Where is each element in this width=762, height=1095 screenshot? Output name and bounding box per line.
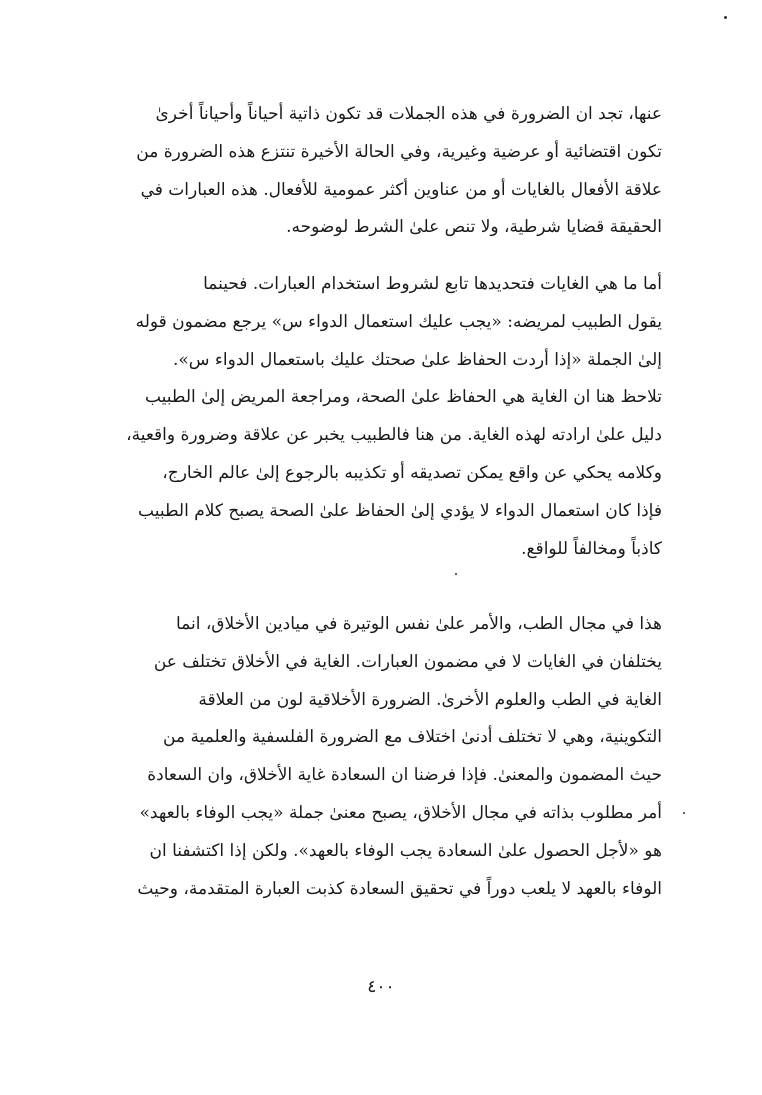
page-number: ٤٠٠: [367, 977, 395, 997]
text-line: أمر مطلوب بذاته في مجال الأخلاق، يصبح معنىٰ جملة «يجب الوفاء بالعهد»: [139, 802, 662, 823]
scan-speck: [455, 573, 457, 575]
paragraph-2: [92, 266, 662, 568]
text-line: تلاحظ هنا ان الغاية هي الحفاظ علىٰ الصحة، ومراجعة المريض إلىٰ الطبيب: [144, 387, 662, 408]
text-line: علاقة الأفعال بالغايات أو من عناوين أكثر عمومية للأفعال. هذه العبارات في: [140, 179, 662, 200]
text-line: الغاية في الطب والعلوم الأخرىٰ. الضرورة الأخلاقية لون من العلاقة: [198, 689, 662, 710]
text-line: حيث المضمون والمعنىٰ. فإذا فرضنا ان السعادة غاية الأخلاق، وان السعادة: [147, 765, 662, 786]
text-line: يقول الطبيب لمريضه: «يجب عليك استعمال الدواء س» يرجع مضمون قوله: [135, 311, 662, 332]
text-line: هو «لأجل الحصول علىٰ السعادة يجب الوفاء بالعهد». ولكن إذا اكتشفنا ان: [149, 840, 662, 861]
text-line: أما ما هي الغايات فتحديدها تابع لشروط استخدام العبارات. فحينما: [203, 274, 662, 294]
paragraph-1: [92, 96, 662, 247]
scan-speck: [683, 812, 685, 814]
scan-speck: [724, 16, 727, 19]
text-line: عنها، تجد ان الضرورة في هذه الجملات قد تكون ذاتية أحياناً وأحياناً أخرىٰ: [155, 104, 662, 124]
text-line: هذا في مجال الطب، والأمر علىٰ نفس الوتيرة في ميادين الأخلاق، انما: [175, 614, 662, 634]
text-line: الحقيقة قضايا شرطية، ولا تنص علىٰ الشرط لوضوحه.: [286, 217, 662, 238]
text-line: الوفاء بالعهد لا يلعب دوراً في تحقيق السعادة كذبت العبارة المتقدمة، وحيث: [137, 878, 662, 899]
paragraph-3: [92, 606, 662, 908]
text-line: فإذا كان استعمال الدواء لا يؤدي إلىٰ الحفاظ علىٰ الصحة يصبح كلام الطبيب: [138, 500, 662, 521]
text-line: كاذباً ومخالفاً للواقع.: [521, 538, 662, 559]
text-line: تكون اقتضائية أو عرضية وغيرية، وفي الحالة الأخيرة تنتزع هذه الضرورة من: [136, 141, 662, 162]
text-line: وكلامه يحكي عن واقع يمكن تصديقه أو تكذيبه بالرجوع إلىٰ عالم الخارج،: [162, 462, 662, 483]
text-line: إلىٰ الجملة «إذا أردت الحفاظ علىٰ صحتك عليك باستعمال الدواء س».: [172, 349, 662, 370]
text-line: التكوينية، وهي لا تختلف أدنىٰ اختلاف مع الضرورة الفلسفية والعلمية من: [163, 727, 662, 748]
text-line: دليل علىٰ ارادته لهذه الغاية. من هنا فالطبيب يخبر عن علاقة وضرورة واقعية،: [126, 425, 662, 446]
text-line: يختلفان في الغايات لا في مضمون العبارات. الغاية في الأخلاق تختلف عن: [153, 651, 662, 672]
